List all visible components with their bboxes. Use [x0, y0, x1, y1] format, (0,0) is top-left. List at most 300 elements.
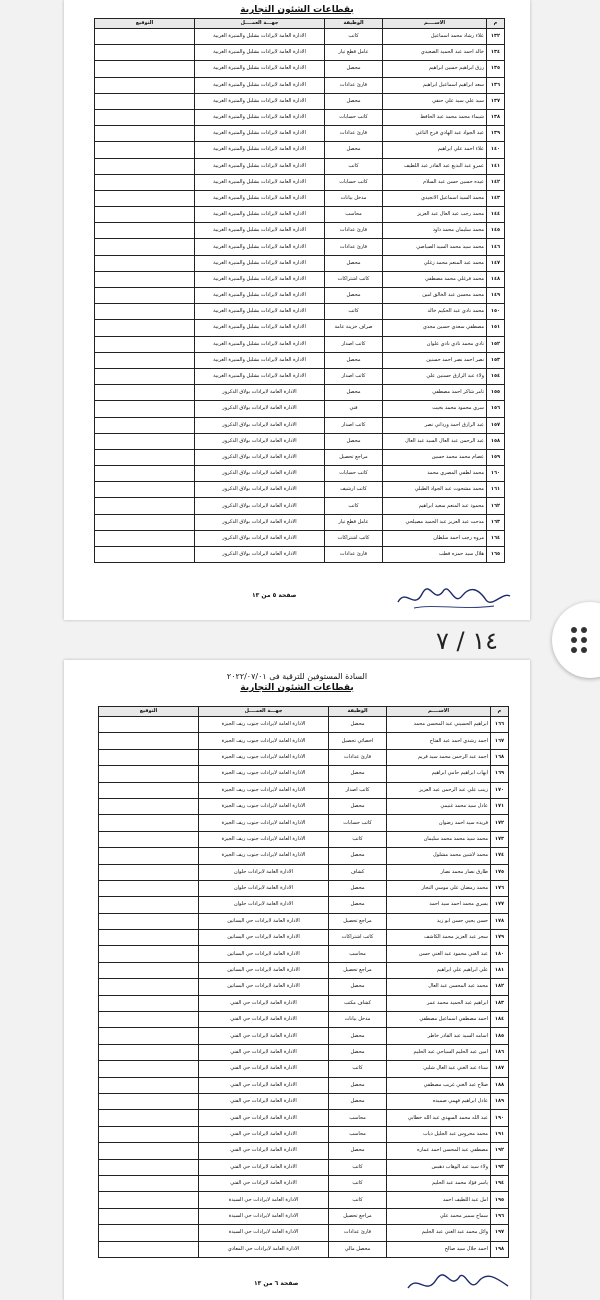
- signature-cell: [95, 255, 195, 271]
- employee-name: محمد محسن عبد الخالق امين: [383, 288, 487, 304]
- page-subtitle: بقطاعات الشئون التجارية: [240, 5, 354, 15]
- row-number: ١٨٣: [491, 995, 509, 1011]
- table-row: [95, 255, 505, 271]
- job-title: محاسب: [329, 1126, 387, 1142]
- job-title: اخصائي تحصيل: [329, 733, 387, 749]
- employee-name: محمود عبد المنعم سعيد ابراهيم: [383, 498, 487, 514]
- signature-cell: [95, 93, 195, 109]
- signature-cell: [95, 207, 195, 223]
- job-title: محصل: [329, 979, 387, 995]
- department: الادارة العامة لايرادات حي البساتين: [199, 979, 329, 995]
- signature-cell: [99, 1028, 199, 1044]
- job-title: محصل: [325, 61, 383, 77]
- department: الادارة العامة لايرادات بولاق الدكرور: [195, 449, 325, 465]
- employee-table: [94, 18, 505, 563]
- employee-name: محمد محروس عبد الجليل ذياب: [387, 1126, 491, 1142]
- table-row: [99, 995, 509, 1011]
- row-number: ١٣٧: [487, 93, 505, 109]
- column-header-department: جهـــة العمــــل: [199, 707, 329, 717]
- signature-cell: [99, 1175, 199, 1191]
- job-title: محاسب: [329, 1110, 387, 1126]
- job-title: محصل: [329, 717, 387, 733]
- employee-name: تامر شاكر احمد مصطفي: [383, 385, 487, 401]
- job-title: كاتب: [329, 831, 387, 847]
- signature-cell: [99, 782, 199, 798]
- employee-name: محمد سيد محمد السيد الصياصي: [383, 239, 487, 255]
- employee-name: محمد رمضان علي موسي النجار: [387, 880, 491, 896]
- job-title: كاتب اشتراكات: [329, 930, 387, 946]
- row-number: ١٩١: [491, 1126, 509, 1142]
- department: الادارة العامة لايرادات بشلبل والمنيرة الغربية: [195, 61, 325, 77]
- signature-cell: [95, 514, 195, 530]
- row-number: ١٣٨: [487, 109, 505, 125]
- table-row: [99, 1012, 509, 1028]
- document-page-5: [64, 0, 530, 620]
- signature-cell: [99, 749, 199, 765]
- job-title: كاتب: [325, 498, 383, 514]
- table-row: [95, 304, 505, 320]
- table-row: [95, 288, 505, 304]
- table-row: [99, 913, 509, 929]
- department: الادارة العامة لايرادات بشلبل والمنيرة الغربية: [195, 142, 325, 158]
- employee-name: عبد الغني محمود عبد الغني حسن: [387, 946, 491, 962]
- row-number: ١٦٨: [491, 749, 509, 765]
- row-number: ١٤٩: [487, 288, 505, 304]
- table-row: [95, 239, 505, 255]
- signature-cell: [99, 798, 199, 814]
- employee-name: رزق ابراهيم حسين ابراهيم: [383, 61, 487, 77]
- job-title: كاتب: [329, 1159, 387, 1175]
- employee-name: مروه رجب احمد سلطان: [383, 530, 487, 546]
- table-row: [99, 1061, 509, 1077]
- table-row: [95, 530, 505, 546]
- employee-name: محمد السيد اسماعيل الاتجيدي: [383, 190, 487, 206]
- table-row: [95, 126, 505, 142]
- table-row: [99, 1044, 509, 1060]
- table-row: [95, 29, 505, 45]
- page-indicator: ١٤ / ٧: [435, 627, 498, 655]
- row-number: ١٨٤: [491, 1012, 509, 1028]
- job-title: محصل: [329, 848, 387, 864]
- department: الادارة العامة لايرادات حلوان: [199, 864, 329, 880]
- row-number: ١٥٦: [487, 401, 505, 417]
- table-row: [95, 514, 505, 530]
- department: الادارة العامة لايرادات بشلبل والمنيرة الغربية: [195, 190, 325, 206]
- row-number: ١٤٢: [487, 174, 505, 190]
- department: الادارة العامة لايرادات بشلبل والمنيرة الغربية: [195, 207, 325, 223]
- table-row: [99, 1208, 509, 1224]
- signature-cell: [99, 815, 199, 831]
- employee-name: محمد رجب عبد العال عبد العزيز: [383, 207, 487, 223]
- table-row: [99, 1110, 509, 1126]
- table-row: [95, 433, 505, 449]
- signature-cell: [99, 1093, 199, 1109]
- signature-cell: [99, 930, 199, 946]
- row-number: ١٥٩: [487, 449, 505, 465]
- employee-name: عادل سيد محمد غنيمي: [387, 798, 491, 814]
- signature-cell: [95, 288, 195, 304]
- department: الادارة العامة لايرادات جنوب ريف الجيزة: [199, 733, 329, 749]
- employee-name: احمد رشدي احمد عبد الفتاح: [387, 733, 491, 749]
- department: الادارة العامة لايرادات حي البساتين: [199, 913, 329, 929]
- employee-name: عصام محمد محمد حسين: [383, 449, 487, 465]
- employee-name: امين عبد الحليم السياحي عبد الحليم: [387, 1044, 491, 1060]
- job-title: محصل: [329, 1077, 387, 1093]
- employee-name: عادل ابراهيم فهمي صميده: [387, 1093, 491, 1109]
- department: الادارة العامة لايرادات جنوب ريف الجيزة: [199, 815, 329, 831]
- row-number: ١٨٨: [491, 1077, 509, 1093]
- row-number: ١٧٨: [491, 913, 509, 929]
- employee-name: ايهاب ابراهيم حامي ابراهيم: [387, 766, 491, 782]
- job-title: صراف خزينة عامة: [325, 320, 383, 336]
- department: الادارة العامة لايرادات بشلبل والمنيرة الغربية: [195, 126, 325, 142]
- employee-name: عبد الرحمن عبد العال السيد عبد العال: [383, 433, 487, 449]
- table-row: [99, 930, 509, 946]
- job-title: عامل قطع تيار: [325, 514, 383, 530]
- signature-cell: [99, 1241, 199, 1257]
- table-row: [95, 336, 505, 352]
- column-header-name: الاســــم: [387, 707, 491, 717]
- page-header: [64, 672, 530, 694]
- job-title: كاتب اصدار: [329, 782, 387, 798]
- row-number: ١٤٦: [487, 239, 505, 255]
- table-row: [95, 547, 505, 563]
- row-number: ١٩٣: [491, 1159, 509, 1175]
- department: الادارة العامة لايرادات بولاق الدكرور: [195, 547, 325, 563]
- signature-cell: [99, 1110, 199, 1126]
- document-page-6: [64, 660, 530, 1300]
- signature-cell: [99, 864, 199, 880]
- menu-button[interactable]: [552, 602, 600, 678]
- table-row: [95, 190, 505, 206]
- signature-cell: [95, 368, 195, 384]
- signature-cell: [95, 239, 195, 255]
- job-title: كاتب اصدار: [325, 417, 383, 433]
- row-number: ١٧٩: [491, 930, 509, 946]
- job-title: محصل: [329, 1044, 387, 1060]
- table-row: [99, 962, 509, 978]
- department: الادارة العامة لايرادات جنوب ريف الجيزة: [199, 749, 329, 765]
- department: الادارة العامة لايرادات حي البساتين: [199, 962, 329, 978]
- row-number: ١٧١: [491, 798, 509, 814]
- employee-name: يسري محمد احمد سيد احمد: [387, 897, 491, 913]
- table-row: [95, 417, 505, 433]
- table-row: [99, 979, 509, 995]
- job-title: محصل: [325, 352, 383, 368]
- row-number: ١٥١: [487, 320, 505, 336]
- row-number: ١٧٣: [491, 831, 509, 847]
- employee-name: نصر احمد نصر احمد حسنين: [383, 352, 487, 368]
- signature-cell: [99, 766, 199, 782]
- employee-name: هلال سيد حمزه قطب: [383, 547, 487, 563]
- job-title: قارئ عدادات: [329, 1225, 387, 1241]
- signature-cell: [95, 320, 195, 336]
- employee-name: محمد مشحوت عبد الجواد الطبلي: [383, 482, 487, 498]
- signature-cell: [95, 158, 195, 174]
- employee-name: محمد نادي عبد الحكيم خالد: [383, 304, 487, 320]
- signature-cell: [95, 223, 195, 239]
- employee-name: علاء احمد علي ابراهيم: [383, 142, 487, 158]
- signature-cell: [95, 29, 195, 45]
- employee-name: علي ابراهيم علي ابراهيم: [387, 962, 491, 978]
- row-number: ١٩٧: [491, 1225, 509, 1241]
- row-number: ١٩٢: [491, 1143, 509, 1159]
- row-number: ١٨٦: [491, 1044, 509, 1060]
- row-number: ١٧٢: [491, 815, 509, 831]
- employee-name: احمد عبد الرحمن محمد سيد قريم: [387, 749, 491, 765]
- signature-cell: [95, 466, 195, 482]
- department: الادارة العامة لايرادات بشلبل والمنيرة الغربية: [195, 320, 325, 336]
- table-row: [95, 45, 505, 61]
- job-title: مراجع تحصيل: [329, 913, 387, 929]
- employee-name: مصطفي عبد المحسن احمد عماره: [387, 1143, 491, 1159]
- department: الادارة العامة لايرادات حي الفني: [199, 1175, 329, 1191]
- signature-cell: [99, 1044, 199, 1060]
- employee-name: عيده حسين حسن عبد السلام: [383, 174, 487, 190]
- signature-cell: [95, 304, 195, 320]
- department: الادارة العامة لايرادات بشلبل والمنيرة الغربية: [195, 93, 325, 109]
- row-number: ١٦١: [487, 482, 505, 498]
- employee-name: فريده سيد احمد رضوان: [387, 815, 491, 831]
- row-number: ١٧٤: [491, 848, 509, 864]
- table-row: [99, 880, 509, 896]
- department: الادارة العامة لايرادات بشلبل والمنيرة الغربية: [195, 45, 325, 61]
- job-title: قارئ عدادات: [325, 126, 383, 142]
- employee-name: عبد الله محمد السهدي عبد الله خطابي: [387, 1110, 491, 1126]
- signature-cell: [99, 880, 199, 896]
- signature-cell: [99, 913, 199, 929]
- department: الادارة العامة لايرادات بشلبل والمنيرة الغربية: [195, 158, 325, 174]
- job-title: مراجع تحصيل: [325, 449, 383, 465]
- employee-name: عمرو عبد البديع عبد القادر عبد اللطيف: [383, 158, 487, 174]
- department: الادارة العامة لايرادات بشلبل والمنيرة الغربية: [195, 368, 325, 384]
- row-number: ١٤٨: [487, 271, 505, 287]
- table-row: [99, 733, 509, 749]
- table-row: [99, 1175, 509, 1191]
- column-header-job: الوظيفة: [329, 707, 387, 717]
- signature-cell: [95, 271, 195, 287]
- column-header-department: جهـــة العمــــل: [195, 19, 325, 29]
- signature-cell: [95, 336, 195, 352]
- employee-name: ولاء عبد الرازق حسنين علي: [383, 368, 487, 384]
- signature-cell: [95, 433, 195, 449]
- row-number: ١٩٥: [491, 1192, 509, 1208]
- department: الادارة العامة لايرادات حي الفني: [199, 1028, 329, 1044]
- job-title: كاتب: [325, 304, 383, 320]
- row-number: ١٥٢: [487, 336, 505, 352]
- department: الادارة العامة لايرادات بشلبل والمنيرة الغربية: [195, 288, 325, 304]
- signature-cell: [99, 1077, 199, 1093]
- table-row: [95, 207, 505, 223]
- signature-cell: [99, 946, 199, 962]
- employee-name: سناء عبد الغني عبد العال شلبي: [387, 1061, 491, 1077]
- signature-cell: [95, 190, 195, 206]
- job-title: قارئ عدادات: [325, 239, 383, 255]
- employee-name: عبد الجواد عبد الهادي فرج الناغي: [383, 126, 487, 142]
- employee-name: امل عبد اللطيف احمد: [387, 1192, 491, 1208]
- signature-cell: [99, 1012, 199, 1028]
- job-title: محصل: [329, 766, 387, 782]
- table-row: [95, 401, 505, 417]
- job-title: قارئ عدادات: [325, 77, 383, 93]
- department: الادارة العامة لايرادات جنوب ريف الجيزة: [199, 798, 329, 814]
- row-number: ١٦٧: [491, 733, 509, 749]
- row-number: ١٥٠: [487, 304, 505, 320]
- column-header-number: م: [491, 707, 509, 717]
- department: الادارة العامة لايرادات حي الفني: [199, 1012, 329, 1028]
- signature-cell: [99, 848, 199, 864]
- column-header-number: م: [487, 19, 505, 29]
- employee-name: محمد لطفي المصري محمد: [383, 466, 487, 482]
- column-header-job: الوظيفة: [325, 19, 383, 29]
- row-number: ١٤٤: [487, 207, 505, 223]
- job-title: محصل: [325, 433, 383, 449]
- job-title: مراجع تحصيل: [329, 1208, 387, 1224]
- row-number: ١٣٢: [487, 29, 505, 45]
- signature-cell: [99, 1159, 199, 1175]
- employee-name: سماح سمير محمد علي: [387, 1208, 491, 1224]
- signature-image: [394, 580, 514, 614]
- table-row: [99, 1093, 509, 1109]
- signature-cell: [95, 449, 195, 465]
- job-title: عامل قطع تيار: [325, 45, 383, 61]
- job-title: محصل: [325, 385, 383, 401]
- job-title: قارئ عدادات: [325, 547, 383, 563]
- page-header: [64, 4, 530, 16]
- signature-cell: [99, 979, 199, 995]
- row-number: ١٣٦: [487, 77, 505, 93]
- department: الادارة العامة لايرادات جنوب ريف الجيزة: [199, 717, 329, 733]
- signature-cell: [95, 352, 195, 368]
- table-row: [99, 1143, 509, 1159]
- employee-name: سعد ابراهيم اسماعيل ابراهيم: [383, 77, 487, 93]
- row-number: ١٤٧: [487, 255, 505, 271]
- department: الادارة العامة لايرادات بولاق الدكرور: [195, 514, 325, 530]
- row-number: ١٨٩: [491, 1093, 509, 1109]
- page-footer: صفحة ٥ من ١٣: [252, 592, 297, 599]
- row-number: ١٨٥: [491, 1028, 509, 1044]
- job-title: كاتب حسابات: [325, 466, 383, 482]
- table-row: [99, 831, 509, 847]
- job-title: محصل: [329, 1028, 387, 1044]
- signature-cell: [95, 45, 195, 61]
- employee-name: محمد عبد المحسن عبد العال: [387, 979, 491, 995]
- job-title: مدخل بيانات: [329, 1012, 387, 1028]
- table-row: [95, 174, 505, 190]
- page-subtitle: بقطاعات الشئون التجارية: [240, 683, 354, 693]
- employee-name: شيماء محمد محمد عبد الحافظ: [383, 109, 487, 125]
- department: الادارة العامة لايرادات بولاق الدكرور: [195, 466, 325, 482]
- department: الادارة العامة لايرادات حي السيدة: [199, 1208, 329, 1224]
- department: الادارة العامة لايرادات حي البساتين: [199, 946, 329, 962]
- job-title: كاتب: [329, 1061, 387, 1077]
- page-title: السادة المستوفين للترقية فى ٢٠٢٢/٠٧/٠١: [226, 672, 368, 681]
- job-title: قارئ عدادات: [329, 749, 387, 765]
- signature-cell: [95, 482, 195, 498]
- row-number: ١٩٤: [491, 1175, 509, 1191]
- table-row: [95, 109, 505, 125]
- job-title: كاتب حسابات: [325, 109, 383, 125]
- table-row: [95, 61, 505, 77]
- column-header-signature: التوقيع: [99, 707, 199, 717]
- signature-cell: [95, 61, 195, 77]
- job-title: كاتب اصدار: [325, 336, 383, 352]
- job-title: كاتب: [325, 158, 383, 174]
- row-number: ١٩٦: [491, 1208, 509, 1224]
- department: الادارة العامة لايرادات بشلبل والمنيرة الغربية: [195, 352, 325, 368]
- department: الادارة العامة لايرادات حي الفني: [199, 1077, 329, 1093]
- column-header-name: الاســــم: [383, 19, 487, 29]
- table-row: [99, 815, 509, 831]
- job-title: كشاف مكتب: [329, 995, 387, 1011]
- row-number: ١٦٣: [487, 514, 505, 530]
- table-row: [99, 897, 509, 913]
- employee-name: سيد علي سيد علي حنفي: [383, 93, 487, 109]
- signature-cell: [99, 733, 199, 749]
- employee-name: احمد جلال سيد صالح: [387, 1241, 491, 1257]
- row-number: ١٩٠: [491, 1110, 509, 1126]
- job-title: محاسب: [325, 207, 383, 223]
- department: الادارة العامة لايرادات بولاق الدكرور: [195, 530, 325, 546]
- table-row: [99, 717, 509, 733]
- signature-cell: [99, 1208, 199, 1224]
- row-number: ١٤٠: [487, 142, 505, 158]
- row-number: ١٣٩: [487, 126, 505, 142]
- job-title: كاتب حسابات: [329, 815, 387, 831]
- job-title: كاتب اصدار: [325, 368, 383, 384]
- department: الادارة العامة لايرادات حي السيدة: [199, 1225, 329, 1241]
- employee-name: نادي محمد نادي نادي علوان: [383, 336, 487, 352]
- row-number: ١٤٣: [487, 190, 505, 206]
- employee-name: عبد الرازق احمد ورداني نصر: [383, 417, 487, 433]
- department: الادارة العامة لايرادات بشلبل والمنيرة الغربية: [195, 271, 325, 287]
- row-number: ١٨٧: [491, 1061, 509, 1077]
- table-row: [99, 766, 509, 782]
- department: الادارة العامة لايرادات بولاق الدكرور: [195, 417, 325, 433]
- table-row: [99, 1126, 509, 1142]
- department: الادارة العامة لايرادات جنوب ريف الجيزة: [199, 848, 329, 864]
- page-footer: صفحة ٦ من ١٣: [254, 1280, 299, 1287]
- employee-name: صلاح عبد الغني غريب مصطفي: [387, 1077, 491, 1093]
- row-number: ١٧٦: [491, 880, 509, 896]
- signature-cell: [99, 1061, 199, 1077]
- job-title: محصل: [325, 93, 383, 109]
- department: الادارة العامة لايرادات بشلبل والمنيرة الغربية: [195, 336, 325, 352]
- department: الادارة العامة لايرادات بشلبل والمنيرة الغربية: [195, 239, 325, 255]
- signature-cell: [99, 1192, 199, 1208]
- job-title: كاتب: [325, 29, 383, 45]
- table-row: [95, 158, 505, 174]
- signature-cell: [99, 1126, 199, 1142]
- job-title: كاتب: [329, 1175, 387, 1191]
- job-title: مدخل بيانات: [325, 190, 383, 206]
- employee-name: اسامه السيد عبد القادر خاطر: [387, 1028, 491, 1044]
- department: الادارة العامة لايرادات جنوب ريف الجيزة: [199, 766, 329, 782]
- department: الادارة العامة لايرادات حي الفني: [199, 1143, 329, 1159]
- row-number: ١٦٦: [491, 717, 509, 733]
- row-number: ١٥٤: [487, 368, 505, 384]
- job-title: فني: [325, 401, 383, 417]
- employee-name: محمد عبد المنعم محمد زغلي: [383, 255, 487, 271]
- employee-name: سري محمود محمد بخيت: [383, 401, 487, 417]
- employee-name: احمد مصطفي اسماعيل مصطفي: [387, 1012, 491, 1028]
- department: الادارة العامة لايرادات حلوان: [199, 897, 329, 913]
- employee-name: علاء رشاد محمد اسماعيل: [383, 29, 487, 45]
- signature-cell: [99, 831, 199, 847]
- table-row: [95, 466, 505, 482]
- department: الادارة العامة لايرادات بولاق الدكرور: [195, 385, 325, 401]
- department: الادارة العامة لايرادات حي الفني: [199, 1061, 329, 1077]
